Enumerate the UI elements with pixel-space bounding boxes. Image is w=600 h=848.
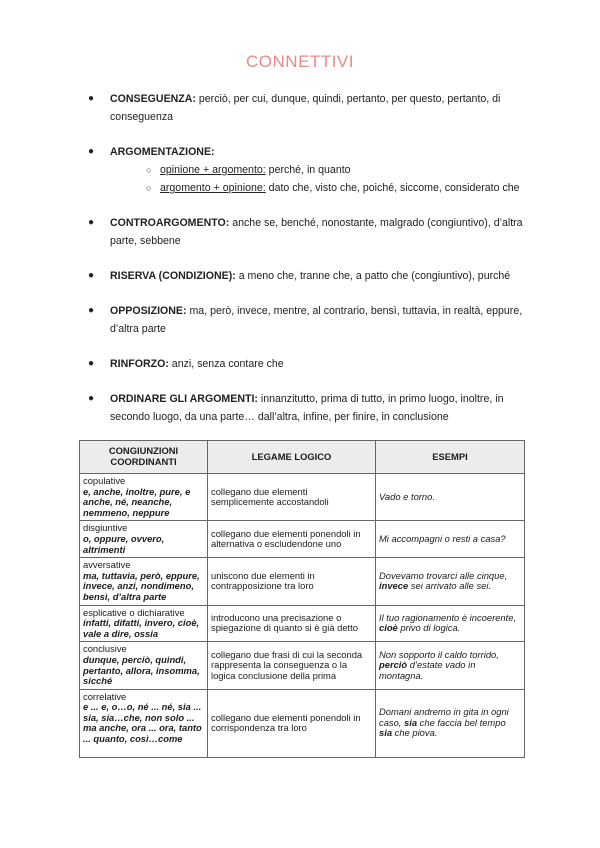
type-name: conclusive: [83, 643, 127, 655]
cell-congiunzione: [80, 521, 208, 558]
item-label: OPPOSIZIONE:: [110, 305, 187, 317]
type-name: avversative: [83, 559, 131, 571]
type-words: o, oppure, ovvero, altrimenti: [83, 532, 165, 555]
cell-legame: collegano due elementi ponendoli in corrispondenza tra loro: [208, 689, 376, 757]
cell-esempio: Il tuo ragionamento è incoerente, cioè privo di logica.: [376, 605, 525, 642]
cell-esempio: Domani andremo in gita in ogni caso, sia che faccia bel tempo sia che piova.: [376, 689, 525, 757]
table-header-row: [80, 441, 525, 474]
item-label: CONTROARGOMENTO:: [110, 217, 230, 229]
cell-congiunzione: [80, 558, 208, 605]
type-words: infatti, difatti, invero, cioè, vale a dire, ossia: [83, 617, 200, 639]
list-item-argomentazione: [86, 143, 526, 197]
item-text: anche se, benché, nonostante, malgrado (congiuntivo), d’altra parte, sebbene: [110, 217, 523, 247]
type-words: dunque, perciò, quindi, pertanto, allora, insomma, sicché: [83, 653, 200, 687]
cell-esempio: Mi accompagni o resti a casa?: [376, 521, 525, 558]
cell-legame: collegano due elementi semplicemente accostandoli: [208, 474, 376, 521]
item-text: perciò, per cui, dunque, quindi, pertanto, per questo, pertanto, di conseguenza: [110, 93, 501, 123]
header-legame: LEGAME LOGICO: [208, 441, 376, 474]
page-title: CONNETTIVI: [246, 52, 354, 71]
header-congiunzioni: CONGIUNZIONI COORDINANTI: [80, 441, 208, 474]
cell-legame: collegano due elementi ponendoli in alternativa o escludendone uno: [208, 521, 376, 558]
sub-list: [110, 161, 526, 197]
list-item-rinforzo: [86, 355, 526, 373]
cell-esempio: Dovevamo trovarci alle cinque, invece sei arrivato alle sei.: [376, 558, 525, 605]
item-label: RISERVA (CONDIZIONE):: [110, 270, 236, 282]
type-name: correlative: [83, 690, 127, 702]
circle-bullet-icon: ○: [146, 165, 152, 175]
table-row: [80, 689, 525, 757]
connectives-list: [86, 90, 526, 426]
type-name: esplicative o dichiarative: [83, 606, 185, 618]
type-words: e, anche, inoltre, pure, e anche, né, neanche, nemmeno, neppure: [83, 485, 191, 518]
header-esempi: ESEMPI: [376, 441, 525, 474]
cell-legame: collegano due frasi di cui la seconda rappresenta la conseguenza o la logica conclusione della prima: [208, 642, 376, 689]
bullet-icon: ●: [88, 93, 95, 104]
item-label: ARGOMENTAZIONE:: [110, 146, 215, 158]
type-name: copulative: [83, 475, 126, 486]
bullet-icon: ●: [88, 358, 95, 369]
list-item-opposizione: [86, 302, 526, 338]
item-text: anzi, senza contare che: [168, 358, 284, 370]
conjunctions-table: [79, 440, 525, 758]
item-text: innanzitutto, prima di tutto, in primo luogo, inoltre, in secondo luogo, da una parte… dall’altra, infine, per finire, in conclusione: [110, 393, 504, 423]
cell-congiunzione: [80, 642, 208, 689]
type-words: ma, tuttavia, però, eppure, invece, anzi, nondimeno, bensì, d’altra parte: [83, 569, 200, 602]
cell-congiunzione: [80, 474, 208, 521]
list-item-conseguenza: [86, 90, 526, 126]
item-text: ma, però, invece, mentre, al contrario, bensì, tuttavia, in realtà, eppure, d’altra parte: [110, 305, 523, 335]
list-item-controargomento: [86, 214, 526, 250]
cell-esempio: Vado e torno.: [376, 474, 525, 521]
sub-item-text: dato che, visto che, poiché, siccome, considerato che: [265, 182, 520, 194]
sub-item-argomento-opinione: [146, 179, 526, 197]
bullet-icon: ●: [88, 270, 95, 281]
cell-legame: uniscono due elementi in contrapposizione tra loro: [208, 558, 376, 605]
cell-legame: introducono una precisazione o spiegazione di quanto si è già detto: [208, 605, 376, 642]
cell-congiunzione: [80, 689, 208, 757]
cell-congiunzione: [80, 605, 208, 642]
item-label: RINFORZO:: [110, 358, 169, 370]
list-item-ordinare: [86, 390, 526, 426]
circle-bullet-icon: ○: [146, 183, 152, 193]
sub-item-key: argomento + opinione:: [160, 182, 266, 194]
item-label: ORDINARE GLI ARGOMENTI:: [110, 393, 258, 405]
item-text: a meno che, tranne che, a patto che (congiuntivo), purché: [235, 270, 511, 282]
sub-item-key: opinione + argomento:: [160, 164, 266, 176]
table-row: [80, 642, 525, 689]
cell-esempio: Non sopporto il caldo torrido, perciò d’estate vado in montagna.: [376, 642, 525, 689]
bullet-icon: ●: [88, 393, 95, 404]
sub-item-text: perché, in quanto: [265, 164, 351, 176]
table-row: [80, 474, 525, 521]
table-row: [80, 521, 525, 558]
type-name: disgiuntive: [83, 522, 128, 534]
list-item-riserva: [86, 267, 526, 285]
bullet-icon: ●: [88, 217, 95, 228]
type-words: e ... e, o…o, né ... né, sia ... sia, sia…che, non solo ... ma anche, ora ... ora, tanto ... quanto, così…come: [83, 701, 202, 745]
bullet-icon: ●: [88, 305, 95, 316]
table-row: [80, 558, 525, 605]
bullet-icon: ●: [88, 146, 95, 157]
table-row: [80, 605, 525, 642]
sub-item-opinione-argomento: [146, 161, 526, 179]
item-label: CONSEGUENZA:: [110, 93, 196, 105]
